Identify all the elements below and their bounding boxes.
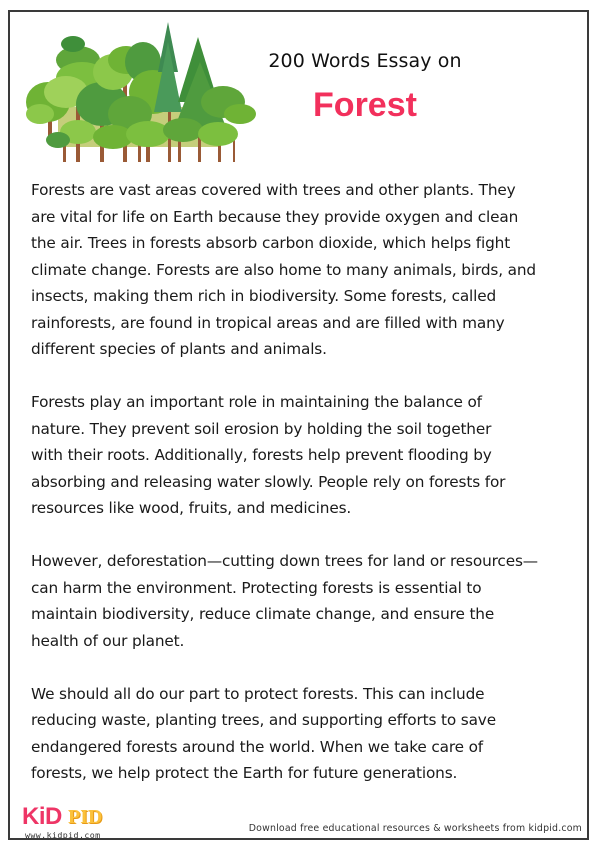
essay-line: reducing waste, planting trees, and supporting efforts to save bbox=[31, 711, 496, 729]
logo-kid-text: KiD bbox=[22, 803, 62, 830]
essay-line: absorbing and releasing water slowly. People rely on forests for bbox=[31, 472, 506, 491]
essay-line: the air. Trees in forests absorb carbon dioxide, which helps fight bbox=[31, 234, 511, 252]
essay-line: However, deforestation—cutting down trees for land or resources— bbox=[31, 552, 538, 570]
essay-paragraph bbox=[31, 548, 583, 654]
footer-download-note: Download free educational resources & worksheets from kidpid.com bbox=[248, 823, 582, 834]
forest-trees-illustration bbox=[18, 22, 258, 167]
essay-line: different species of plants and animals. bbox=[31, 340, 327, 358]
essay-line: Forests are vast areas covered with trees and other plants. They bbox=[31, 181, 516, 199]
essay-subtitle: 200 Words Essay on bbox=[268, 50, 462, 72]
essay-line: climate change. Forests are also home to many animals, birds, and bbox=[31, 260, 536, 279]
essay-title: Forest bbox=[313, 86, 417, 124]
essay-line: are vital for life on Earth because they provide oxygen and clean bbox=[31, 207, 519, 226]
logo-pid-text: PID bbox=[68, 806, 103, 828]
essay-body bbox=[31, 177, 583, 813]
essay-paragraph bbox=[31, 681, 583, 787]
essay-line: forests, we help protect the Earth for future generations. bbox=[31, 764, 458, 782]
kidpid-logo[interactable] bbox=[20, 803, 115, 839]
essay-line: maintain biodiversity, reduce climate change, and ensure the bbox=[31, 605, 495, 623]
essay-paragraph bbox=[31, 177, 583, 363]
logo-url[interactable]: www.kidpid.com bbox=[25, 830, 101, 840]
essay-line: rainforests, are found in tropical areas and are filled with many bbox=[31, 313, 505, 332]
essay-line: nature. They prevent soil erosion by holding the soil together bbox=[31, 419, 492, 438]
essay-line: We should all do our part to protect forests. This can include bbox=[31, 684, 485, 703]
essay-line: endangered forests around the world. When we take care of bbox=[31, 737, 484, 756]
essay-line: insects, making them rich in biodiversity. Some forests, called bbox=[31, 287, 497, 305]
essay-line: can harm the environment. Protecting forests is essential to bbox=[31, 578, 482, 597]
essay-line: with their roots. Additionally, forests help prevent flooding by bbox=[31, 446, 492, 464]
essay-line: Forests play an important role in maintaining the balance of bbox=[31, 393, 482, 411]
essay-line: health of our planet. bbox=[31, 631, 185, 650]
essay-line: resources like wood, fruits, and medicines. bbox=[31, 499, 352, 517]
essay-paragraph bbox=[31, 389, 583, 522]
